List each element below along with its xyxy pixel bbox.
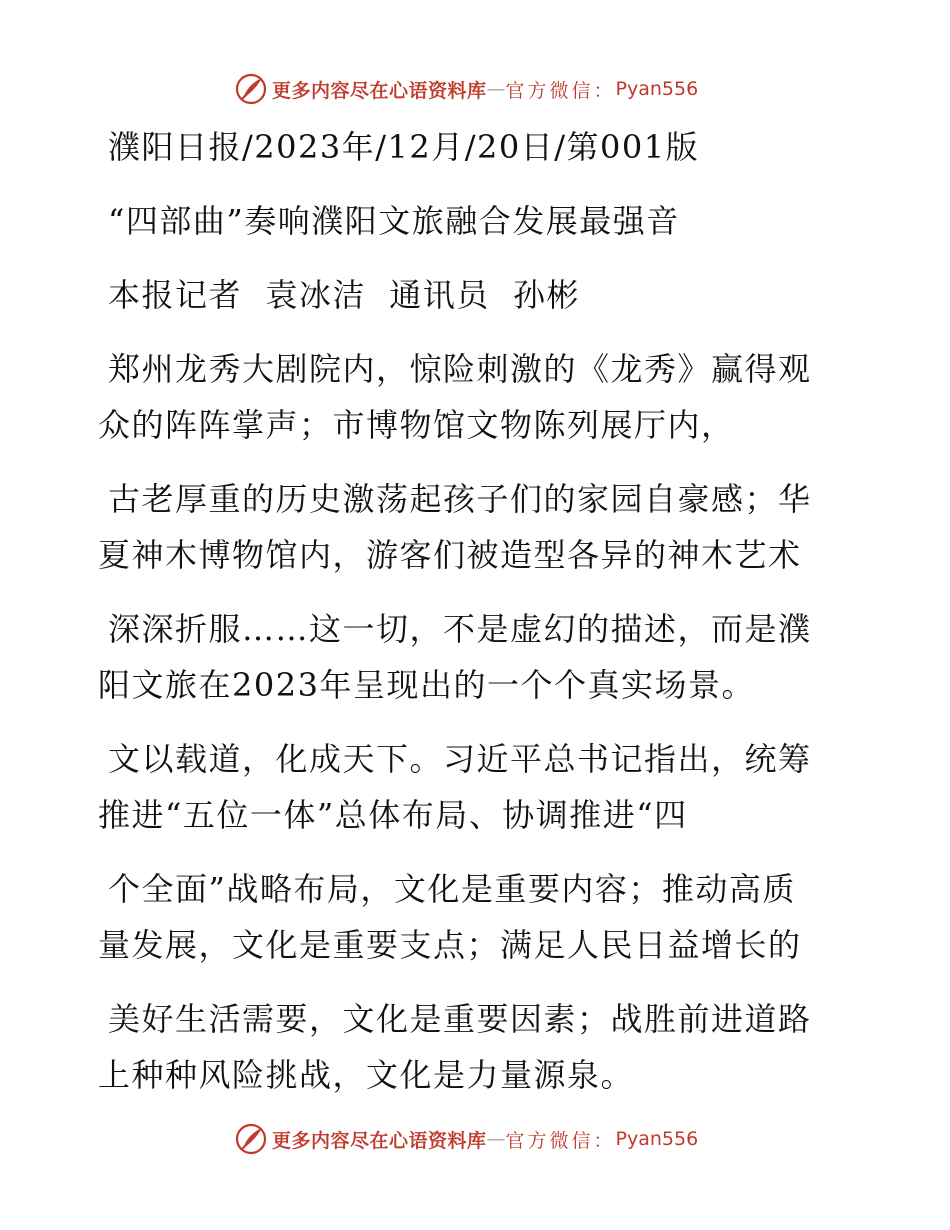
- byline: 本报记者 袁冰洁 通讯员 孙彬: [108, 276, 581, 314]
- body-line: 夏神木博物馆内，游客们被造型各异的神木艺术: [98, 536, 802, 574]
- promo-text: 更多内容尽在心语资料库: [272, 1129, 487, 1152]
- official-wechat-label: 官方微信：: [505, 1129, 616, 1152]
- body-line: 美好生活需要，文化是重要因素；战胜前进道路: [108, 1000, 812, 1038]
- official-wechat-label: 官方微信：: [505, 79, 616, 102]
- body-line: 推进“五位一体”总体布局、协调推进“四: [98, 796, 688, 834]
- banner-dash: —: [486, 1128, 506, 1150]
- body-line: 古老厚重的历史激荡起孩子们的家园自豪感；华: [108, 480, 812, 518]
- body-line: 阳文旅在2023年呈现出的一个个真实场景。: [98, 666, 755, 704]
- footer-watermark-banner: [234, 1122, 698, 1156]
- header-watermark-banner: [234, 72, 698, 106]
- headline: “四部曲”奏响濮阳文旅融合发展最强音: [108, 202, 680, 240]
- body-line: 上种种风险挑战，文化是力量源泉。: [98, 1056, 635, 1094]
- pen-feather-logo-icon: [234, 72, 268, 106]
- body-line: 郑州龙秀大剧院内，惊险刺激的《龙秀》赢得观: [108, 350, 812, 388]
- body-line: 量发展，文化是重要支点；满足人民日益增长的: [98, 926, 802, 964]
- body-line: 深深折服……这一切，不是虚幻的描述，而是濮: [108, 610, 812, 648]
- promo-text: 更多内容尽在心语资料库: [272, 79, 487, 102]
- wechat-id: Pyan556: [615, 1128, 699, 1150]
- banner-dash: —: [486, 78, 506, 100]
- dateline: 濮阳日报/2023年/12月/20日/第001版: [108, 128, 700, 166]
- wechat-id: Pyan556: [615, 78, 699, 100]
- body-line: 文以载道，化成天下。习近平总书记指出，统筹: [108, 740, 812, 778]
- pen-feather-logo-icon: [234, 1122, 268, 1156]
- body-line: 众的阵阵掌声；市博物馆文物陈列展厅内，: [98, 406, 735, 444]
- body-line: 个全面”战略布局，文化是重要内容；推动高质: [108, 870, 796, 908]
